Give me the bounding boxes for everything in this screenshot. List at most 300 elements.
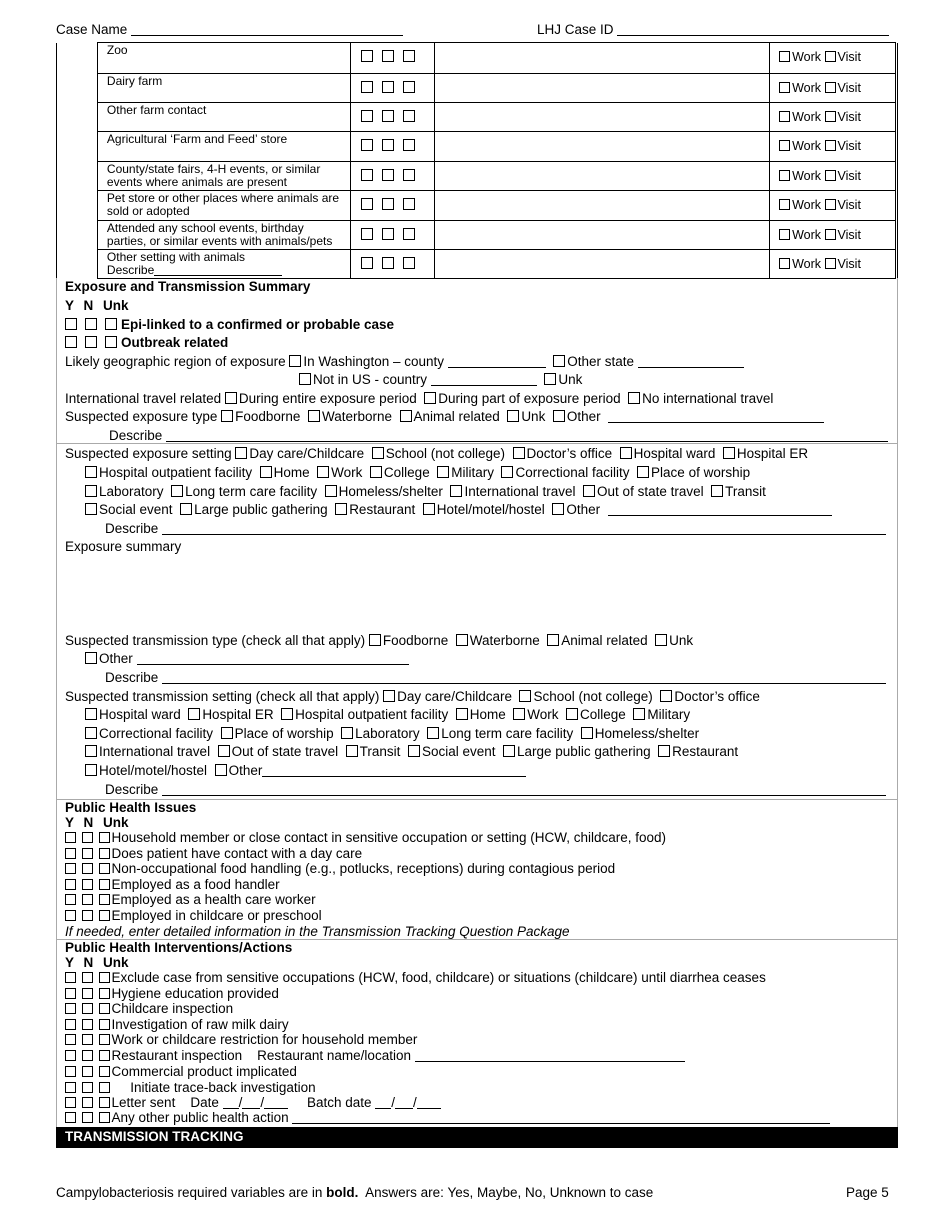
option-checkbox[interactable]: [437, 466, 449, 478]
traceback-n-checkbox[interactable]: [82, 1082, 93, 1093]
option-checkbox[interactable]: [281, 708, 293, 720]
option-label: Hospital outpatient facility: [295, 707, 449, 722]
trans-other-row: [85, 651, 409, 666]
option-label: Day care/Childcare: [397, 689, 512, 704]
public-health-issues-section: [56, 799, 898, 939]
end-cell: [895, 74, 897, 103]
intervention-unk-checkbox[interactable]: [99, 972, 110, 983]
animal-y-checkbox[interactable]: [361, 169, 373, 181]
letter-date-month-input[interactable]: [223, 1097, 239, 1109]
intervention-y-checkbox[interactable]: [65, 1019, 76, 1030]
animal-y-checkbox[interactable]: [361, 228, 373, 240]
epi-linked-label: Epi-linked to a confirmed or probable case: [121, 317, 395, 332]
option-label: Foodborne: [382, 633, 449, 648]
option-checkbox[interactable]: [513, 447, 525, 459]
animal-setting-details-input[interactable]: [434, 43, 769, 74]
option-label: Unk: [669, 633, 694, 648]
option-checkbox[interactable]: [552, 503, 564, 515]
letter-y-checkbox[interactable]: [65, 1097, 76, 1108]
geo-wa-checkbox[interactable]: [289, 355, 301, 367]
option-checkbox[interactable]: [456, 708, 468, 720]
indent-cell: [57, 191, 98, 221]
option-label: Other: [566, 502, 601, 517]
intervention-item: [65, 970, 766, 986]
option-checkbox[interactable]: [408, 745, 420, 757]
option-label: Homeless/shelter: [338, 484, 443, 499]
animal-setting-work-visit-cell: [770, 162, 896, 191]
animal-setting-describe-input[interactable]: [154, 266, 282, 276]
animal-unk-checkbox[interactable]: [403, 50, 415, 62]
option-label: Out of state travel: [597, 484, 704, 499]
animal-setting-details-input[interactable]: [434, 103, 769, 132]
commercial-n-checkbox[interactable]: [82, 1066, 93, 1077]
phi-y-checkbox[interactable]: [65, 863, 76, 874]
animal-n-checkbox[interactable]: [382, 198, 394, 210]
option-checkbox[interactable]: [581, 727, 593, 739]
footer-note-bold: bold.: [326, 1185, 359, 1200]
other-action-y-checkbox[interactable]: [65, 1112, 76, 1123]
work-checkbox[interactable]: [779, 170, 790, 181]
option-checkbox[interactable]: [372, 447, 384, 459]
intl-travel-row: [65, 391, 773, 406]
indent-cell: [57, 221, 98, 250]
phi-n-checkbox[interactable]: [82, 863, 93, 874]
animal-unk-checkbox[interactable]: [403, 257, 415, 269]
animal-n-checkbox[interactable]: [382, 169, 394, 181]
other-state-input[interactable]: [638, 356, 744, 368]
option-checkbox[interactable]: [723, 447, 735, 459]
outbreak-row: [65, 335, 228, 350]
animal-setting-row: [57, 221, 898, 250]
phi-item-label: Employed as a food handler: [111, 876, 280, 892]
phi-n-checkbox[interactable]: [82, 848, 93, 859]
option-checkbox[interactable]: [188, 708, 200, 720]
option-checkbox[interactable]: [456, 634, 468, 646]
visit-checkbox[interactable]: [825, 199, 836, 210]
indent-cell: [57, 162, 98, 191]
option-checkbox[interactable]: [218, 745, 230, 757]
option-checkbox[interactable]: [85, 503, 97, 515]
transmission-tracking-bar: TRANSMISSION TRACKING: [56, 1127, 898, 1148]
outbreak-label: Outbreak related: [121, 335, 229, 350]
exposure-setting-row3: [85, 484, 773, 499]
animal-unk-checkbox[interactable]: [403, 228, 415, 240]
phi-y-checkbox[interactable]: [65, 894, 76, 905]
indent-cell: [57, 43, 98, 74]
intervention-y-checkbox[interactable]: [65, 988, 76, 999]
option-checkbox[interactable]: [503, 745, 515, 757]
letter-unk-checkbox[interactable]: [99, 1097, 110, 1108]
animal-setting-ynu-cell: [350, 191, 434, 221]
option-checkbox[interactable]: [260, 466, 272, 478]
animal-unk-checkbox[interactable]: [403, 110, 415, 122]
option-label: Animal related: [413, 409, 500, 424]
end-cell: [895, 43, 897, 74]
animal-n-checkbox[interactable]: [382, 228, 394, 240]
exposure-summary-input[interactable]: [65, 558, 885, 628]
batch-date-month-input[interactable]: [375, 1097, 391, 1109]
intervention-unk-checkbox[interactable]: [99, 1034, 110, 1045]
restaurant-y-checkbox[interactable]: [65, 1050, 76, 1061]
phi-unk-checkbox[interactable]: [99, 894, 110, 905]
visit-label: Visit: [837, 169, 861, 183]
trans-setting-options-3: [85, 726, 707, 741]
option-label: Hotel/motel/hostel: [436, 502, 545, 517]
option-checkbox[interactable]: [711, 485, 723, 497]
intervention-n-checkbox[interactable]: [82, 1019, 93, 1030]
visit-checkbox[interactable]: [825, 170, 836, 181]
work-checkbox[interactable]: [779, 258, 790, 269]
animal-setting-work-visit-cell: [770, 103, 896, 132]
intervention-y-checkbox[interactable]: [65, 972, 76, 983]
trans-setting-other-input[interactable]: [262, 765, 526, 777]
option-label: Animal related: [561, 633, 648, 648]
animal-y-checkbox[interactable]: [361, 139, 373, 151]
option-label: Place of worship: [234, 726, 334, 741]
animal-setting-ynu-cell: [350, 132, 434, 162]
visit-checkbox[interactable]: [825, 51, 836, 62]
trans-other-label: Other: [99, 651, 133, 666]
exposure-setting-row2: [85, 465, 758, 480]
letter-date-day-input[interactable]: [242, 1097, 260, 1109]
option-label: International travel: [464, 484, 576, 499]
intervention-item: [65, 1001, 766, 1017]
option-checkbox[interactable]: [383, 690, 395, 702]
lhj-case-id-field[interactable]: [537, 22, 889, 37]
animal-setting-label-cell: [97, 103, 350, 132]
animal-settings-table: [56, 42, 898, 279]
animal-n-checkbox[interactable]: [382, 257, 394, 269]
phi-item: [65, 908, 666, 924]
option-label: Military: [451, 465, 494, 480]
option-checkbox[interactable]: [308, 410, 320, 422]
trans-setting-describe-row: [105, 782, 886, 797]
batch-date-year-input[interactable]: [417, 1097, 441, 1109]
option-checkbox[interactable]: [400, 410, 412, 422]
option-checkbox[interactable]: [235, 447, 247, 459]
letter-date-year-input[interactable]: [264, 1097, 288, 1109]
phi-n-checkbox[interactable]: [82, 894, 93, 905]
country-input[interactable]: [431, 374, 537, 386]
option-checkbox[interactable]: [370, 466, 382, 478]
phi-n-checkbox[interactable]: [82, 832, 93, 843]
animal-setting-label-cell: [97, 74, 350, 103]
exposure-setting-options-2: [85, 465, 758, 480]
animal-unk-checkbox[interactable]: [403, 81, 415, 93]
animal-setting-ynu-cell: [350, 103, 434, 132]
work-checkbox[interactable]: [779, 199, 790, 210]
option-label: Other: [566, 409, 601, 424]
option-checkbox[interactable]: [369, 634, 381, 646]
restaurant-row: [65, 1048, 685, 1064]
option-checkbox[interactable]: [325, 485, 337, 497]
option-label: Hospital ER: [202, 707, 274, 722]
option-checkbox[interactable]: [501, 466, 513, 478]
animal-setting-details-input[interactable]: [434, 162, 769, 191]
intervention-item-label: Hygiene education provided: [111, 985, 279, 1001]
option-checkbox[interactable]: [637, 466, 649, 478]
animal-setting-describe-label: Describe: [106, 263, 155, 277]
animal-setting-ynu-cell: [350, 74, 434, 103]
visit-checkbox[interactable]: [825, 111, 836, 122]
phi-y-checkbox[interactable]: [65, 832, 76, 843]
animal-n-checkbox[interactable]: [382, 50, 394, 62]
option-label: Social event: [99, 502, 173, 517]
phi-unk-checkbox[interactable]: [99, 863, 110, 874]
intervention-item-label: Work or childcare restriction for household member: [111, 1032, 418, 1048]
other-action-unk-checkbox[interactable]: [99, 1112, 110, 1123]
animal-unk-checkbox[interactable]: [403, 198, 415, 210]
trans-other-input[interactable]: [137, 653, 409, 665]
work-label: Work: [792, 110, 822, 124]
geo-unk-checkbox[interactable]: [544, 373, 556, 385]
restaurant-unk-checkbox[interactable]: [99, 1050, 110, 1061]
trans-type-describe-input[interactable]: [162, 672, 886, 684]
option-checkbox[interactable]: [519, 690, 531, 702]
option-checkbox[interactable]: [85, 466, 97, 478]
outbreak-y-checkbox[interactable]: [65, 336, 77, 348]
option-checkbox[interactable]: [180, 503, 192, 515]
batch-date-day-input[interactable]: [395, 1097, 413, 1109]
exposure-type-label: Suspected exposure type: [65, 409, 218, 424]
traceback-row: [65, 1080, 316, 1096]
epi-linked-unk-checkbox[interactable]: [105, 318, 117, 330]
phi-y-checkbox[interactable]: [65, 879, 76, 890]
animal-setting-label-cell: [97, 250, 350, 279]
option-label: Other: [228, 763, 263, 778]
commercial-unk-checkbox[interactable]: [99, 1066, 110, 1077]
intl-part-label: During part of exposure period: [438, 391, 621, 406]
option-checkbox[interactable]: [507, 410, 519, 422]
trans-other-checkbox[interactable]: [85, 652, 97, 664]
animal-y-checkbox[interactable]: [361, 110, 373, 122]
intervention-item-label: Childcare inspection: [111, 1001, 234, 1017]
animal-setting-details-input[interactable]: [434, 132, 769, 162]
epi-linked-row: [65, 317, 394, 332]
option-checkbox[interactable]: [85, 745, 97, 757]
end-cell: [895, 162, 897, 191]
option-label: Hospital ward: [633, 446, 716, 461]
phi-y-checkbox[interactable]: [65, 910, 76, 921]
work-checkbox[interactable]: [779, 82, 790, 93]
animal-setting-label: County/state fairs, 4-H events, or similar events where animals are present: [106, 162, 321, 189]
other-action-n-checkbox[interactable]: [82, 1112, 93, 1123]
restaurant-n-checkbox[interactable]: [82, 1050, 93, 1061]
option-checkbox[interactable]: [658, 745, 670, 757]
animal-y-checkbox[interactable]: [361, 81, 373, 93]
intervention-item: [65, 1017, 766, 1033]
visit-checkbox[interactable]: [825, 82, 836, 93]
phi-unk-checkbox[interactable]: [99, 910, 110, 921]
exposure-type-options: [221, 409, 608, 424]
animal-n-checkbox[interactable]: [382, 81, 394, 93]
animal-setting-details-input[interactable]: [434, 191, 769, 221]
intl-none-checkbox[interactable]: [628, 392, 640, 404]
option-checkbox[interactable]: [633, 708, 645, 720]
phi-item: [65, 877, 666, 893]
footer-note: [56, 1185, 653, 1200]
option-checkbox[interactable]: [427, 727, 439, 739]
exposure-setting-options-4: [85, 502, 608, 517]
option-checkbox[interactable]: [423, 503, 435, 515]
animal-unk-checkbox[interactable]: [403, 139, 415, 151]
intervention-n-checkbox[interactable]: [82, 1034, 93, 1045]
option-label: Long term care facility: [441, 726, 574, 741]
visit-checkbox[interactable]: [825, 140, 836, 151]
phi-unk-checkbox[interactable]: [99, 848, 110, 859]
epi-linked-y-checkbox[interactable]: [65, 318, 77, 330]
visit-checkbox[interactable]: [825, 258, 836, 269]
trans-type-describe-label: Describe: [105, 670, 159, 685]
other-action-label: Any other public health action: [111, 1110, 289, 1125]
restaurant-name-input[interactable]: [415, 1050, 685, 1062]
case-name-field[interactable]: [56, 22, 403, 37]
option-checkbox[interactable]: [346, 745, 358, 757]
intervention-n-checkbox[interactable]: [82, 1003, 93, 1014]
intervention-unk-checkbox[interactable]: [99, 1019, 110, 1030]
trans-setting-options-5: [85, 763, 262, 778]
traceback-y-checkbox[interactable]: [65, 1082, 76, 1093]
option-checkbox[interactable]: [85, 485, 97, 497]
restaurant-label: Restaurant inspection: [111, 1048, 243, 1063]
intl-part-checkbox[interactable]: [424, 392, 436, 404]
intervention-unk-checkbox[interactable]: [99, 988, 110, 999]
option-checkbox[interactable]: [85, 727, 97, 739]
phi-item-label: Does patient have contact with a day care: [111, 845, 363, 861]
intervention-unk-checkbox[interactable]: [99, 1003, 110, 1014]
indent-cell: [57, 103, 98, 132]
phi-unk-checkbox[interactable]: [99, 832, 110, 843]
option-checkbox[interactable]: [317, 466, 329, 478]
option-checkbox[interactable]: [513, 708, 525, 720]
option-checkbox[interactable]: [660, 690, 672, 702]
letter-n-checkbox[interactable]: [82, 1097, 93, 1108]
option-label: Work: [331, 465, 363, 480]
option-label: Out of state travel: [231, 744, 339, 759]
intervention-y-checkbox[interactable]: [65, 1034, 76, 1045]
exposure-setting-options-1: [235, 446, 815, 461]
traceback-unk-checkbox[interactable]: [99, 1082, 110, 1093]
animal-setting-label-cell: [97, 221, 350, 250]
geo-other-state-checkbox[interactable]: [553, 355, 565, 367]
work-label: Work: [792, 198, 822, 212]
phi-item-label: Employed as a health care worker: [111, 892, 316, 908]
option-checkbox[interactable]: [85, 764, 97, 776]
intl-entire-checkbox[interactable]: [225, 392, 237, 404]
geo-not-us-checkbox[interactable]: [299, 373, 311, 385]
animal-setting-label-cell: [97, 43, 350, 74]
phi-y-checkbox[interactable]: [65, 848, 76, 859]
work-checkbox[interactable]: [779, 140, 790, 151]
wa-county-input[interactable]: [448, 356, 546, 368]
animal-setting-details-input[interactable]: [434, 221, 769, 250]
exposure-setting-describe-input[interactable]: [162, 523, 886, 535]
intervention-n-checkbox[interactable]: [82, 988, 93, 999]
animal-setting-label-cell: [97, 162, 350, 191]
option-checkbox[interactable]: [655, 634, 667, 646]
animal-setting-work-visit-cell: [770, 74, 896, 103]
work-checkbox[interactable]: [779, 111, 790, 122]
option-label: Laboratory: [355, 726, 420, 741]
intervention-n-checkbox[interactable]: [82, 972, 93, 983]
outbreak-n-checkbox[interactable]: [85, 336, 97, 348]
visit-label: Visit: [837, 110, 861, 124]
epi-linked-n-checkbox[interactable]: [85, 318, 97, 330]
work-checkbox[interactable]: [779, 51, 790, 62]
intervention-y-checkbox[interactable]: [65, 1003, 76, 1014]
intl-none-label: No international travel: [642, 391, 774, 406]
visit-label: Visit: [837, 228, 861, 242]
option-label: Day care/Childcare: [249, 446, 365, 461]
exposure-type-row: [65, 409, 824, 424]
animal-setting-ynu-cell: [350, 43, 434, 74]
animal-y-checkbox[interactable]: [361, 50, 373, 62]
trans-setting-options-2: [85, 707, 698, 722]
exposure-type-other-input[interactable]: [608, 411, 824, 423]
phi-unk-checkbox[interactable]: [99, 879, 110, 890]
visit-checkbox[interactable]: [825, 229, 836, 240]
work-label: Work: [792, 81, 822, 95]
end-cell: [895, 132, 897, 162]
exposure-setting-other-input[interactable]: [608, 504, 832, 516]
exposure-setting-row1: [65, 446, 816, 461]
animal-setting-row: [57, 250, 898, 279]
animal-y-checkbox[interactable]: [361, 257, 373, 269]
footer-note-pre: Campylobacteriosis required variables are in: [56, 1185, 323, 1200]
option-checkbox[interactable]: [221, 410, 233, 422]
phi-item-label: Non-occupational food handling (e.g., potlucks, receptions) during contagious period: [111, 861, 616, 877]
exposure-yn-header: Y N Unk: [65, 298, 129, 313]
intl-travel-label: International travel related: [65, 391, 222, 406]
option-checkbox[interactable]: [171, 485, 183, 497]
exposure-type-describe-input[interactable]: [166, 430, 888, 442]
commercial-y-checkbox[interactable]: [65, 1066, 76, 1077]
work-label: Work: [792, 139, 822, 153]
option-checkbox[interactable]: [547, 634, 559, 646]
outbreak-unk-checkbox[interactable]: [105, 336, 117, 348]
phi-n-checkbox[interactable]: [82, 879, 93, 890]
option-label: Foodborne: [235, 409, 301, 424]
animal-n-checkbox[interactable]: [382, 110, 394, 122]
option-checkbox[interactable]: [450, 485, 462, 497]
option-checkbox[interactable]: [335, 503, 347, 515]
animal-setting-details-input[interactable]: [434, 74, 769, 103]
animal-n-checkbox[interactable]: [382, 139, 394, 151]
animal-setting-details-input[interactable]: [434, 250, 769, 279]
animal-y-checkbox[interactable]: [361, 198, 373, 210]
trans-setting-describe-input[interactable]: [162, 784, 886, 796]
option-checkbox[interactable]: [341, 727, 353, 739]
option-checkbox[interactable]: [221, 727, 233, 739]
option-label: Place of worship: [651, 465, 751, 480]
intervention-item-label: Exclude case from sensitive occupations (HCW, food, childcare) or situations (childcare) until diarrhea ceases: [111, 970, 766, 985]
intervention-item-label: Investigation of raw milk dairy: [111, 1016, 289, 1032]
animal-unk-checkbox[interactable]: [403, 169, 415, 181]
option-checkbox[interactable]: [85, 708, 97, 720]
option-checkbox[interactable]: [583, 485, 595, 497]
phi-item: [65, 861, 666, 877]
option-checkbox[interactable]: [215, 764, 227, 776]
option-label: Home: [469, 707, 506, 722]
option-checkbox[interactable]: [566, 708, 578, 720]
work-checkbox[interactable]: [779, 229, 790, 240]
option-checkbox[interactable]: [620, 447, 632, 459]
other-action-input[interactable]: [292, 1112, 830, 1124]
option-checkbox[interactable]: [553, 410, 565, 422]
phi-n-checkbox[interactable]: [82, 910, 93, 921]
option-label: Hospital ER: [736, 446, 809, 461]
animal-setting-label: Dairy farm: [106, 74, 163, 88]
